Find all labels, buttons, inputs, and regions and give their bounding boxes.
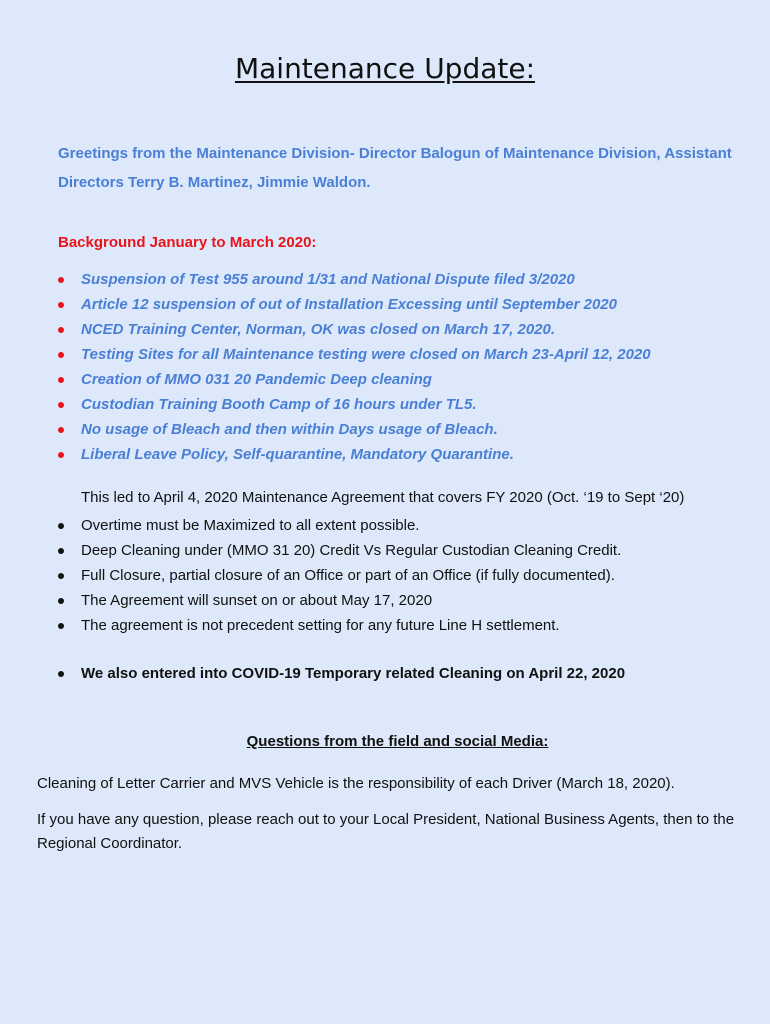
covid-list [58, 661, 625, 686]
list-item-text: Liberal Leave Policy, Self-quarantine, Mandatory Quarantine. [81, 446, 514, 463]
list-item-text: Creation of MMO 031 20 Pandemic Deep cleaning [81, 371, 432, 388]
contact-paragraph: If you have any question, please reach out to your Local President, National Business Agents, then to the Regional Coordinator. [37, 811, 735, 852]
list-item-text: The Agreement will sunset on or about May 17, 2020 [81, 592, 433, 609]
vehicle-cleaning-paragraph: Cleaning of Letter Carrier and MVS Vehicle is the responsibility of each Driver (March 18, 2020). [37, 775, 675, 792]
bullet-icon [58, 623, 64, 629]
greeting-text: Greetings from the Maintenance Division- Director Balogun of Maintenance Division, Assistant Directors Terry B. Martinez, Jimmie Waldon. [58, 145, 732, 191]
list-item-text: Article 12 suspension of out of Installation Excessing until September 2020 [81, 296, 617, 313]
bullet-icon [58, 671, 64, 677]
bullet-icon [58, 352, 64, 358]
list-item [58, 317, 651, 342]
background-heading: Background January to March 2020: [58, 234, 317, 251]
bullet-icon [58, 523, 64, 529]
bullet-icon [58, 427, 64, 433]
list-item-text: NCED Training Center, Norman, OK was closed on March 17, 2020. [81, 321, 556, 338]
list-item [58, 513, 621, 538]
list-item [58, 661, 625, 686]
list-item-text: Deep Cleaning under (MMO 31 20) Credit Vs Regular Custodian Cleaning Credit. [81, 542, 622, 559]
list-item [58, 392, 651, 417]
list-item [58, 292, 651, 317]
list-item-text: Suspension of Test 955 around 1/31 and National Dispute filed 3/2020 [81, 271, 575, 288]
list-item-text: Testing Sites for all Maintenance testing were closed on March 23-April 12, 2020 [81, 346, 651, 363]
bullet-icon [58, 598, 64, 604]
bullet-icon [58, 402, 64, 408]
questions-heading: Questions from the field and social Media: [246, 733, 549, 750]
list-item [58, 588, 621, 613]
bullet-icon [58, 277, 64, 283]
bullet-icon [58, 377, 64, 383]
list-item-text: Full Closure, partial closure of an Office or part of an Office (if fully documented). [81, 567, 615, 584]
list-item [58, 563, 621, 588]
list-item [58, 442, 651, 467]
page-title: Maintenance Update: [234, 52, 536, 85]
agreement-intro: This led to April 4, 2020 Maintenance Agreement that covers FY 2020 (Oct. ‘19 to Sept ‘20) [81, 489, 685, 506]
background-list [58, 267, 651, 467]
list-item [58, 613, 621, 638]
list-item-text: The agreement is not precedent setting for any future Line H settlement. [81, 617, 560, 634]
list-item [58, 417, 651, 442]
list-item [58, 342, 651, 367]
bullet-icon [58, 548, 64, 554]
list-item-text: No usage of Bleach and then within Days usage of Bleach. [81, 421, 498, 438]
agreement-list [58, 513, 621, 638]
bullet-icon [58, 573, 64, 579]
list-item-text: Custodian Training Booth Camp of 16 hours under TL5. [81, 396, 477, 413]
list-item [58, 367, 651, 392]
covid-item-text: We also entered into COVID-19 Temporary related Cleaning on April 22, 2020 [81, 665, 626, 682]
list-item [58, 538, 621, 563]
list-item [58, 267, 651, 292]
bullet-icon [58, 327, 64, 333]
list-item-text: Overtime must be Maximized to all extent possible. [81, 517, 420, 534]
bullet-icon [58, 452, 64, 458]
bullet-icon [58, 302, 64, 308]
